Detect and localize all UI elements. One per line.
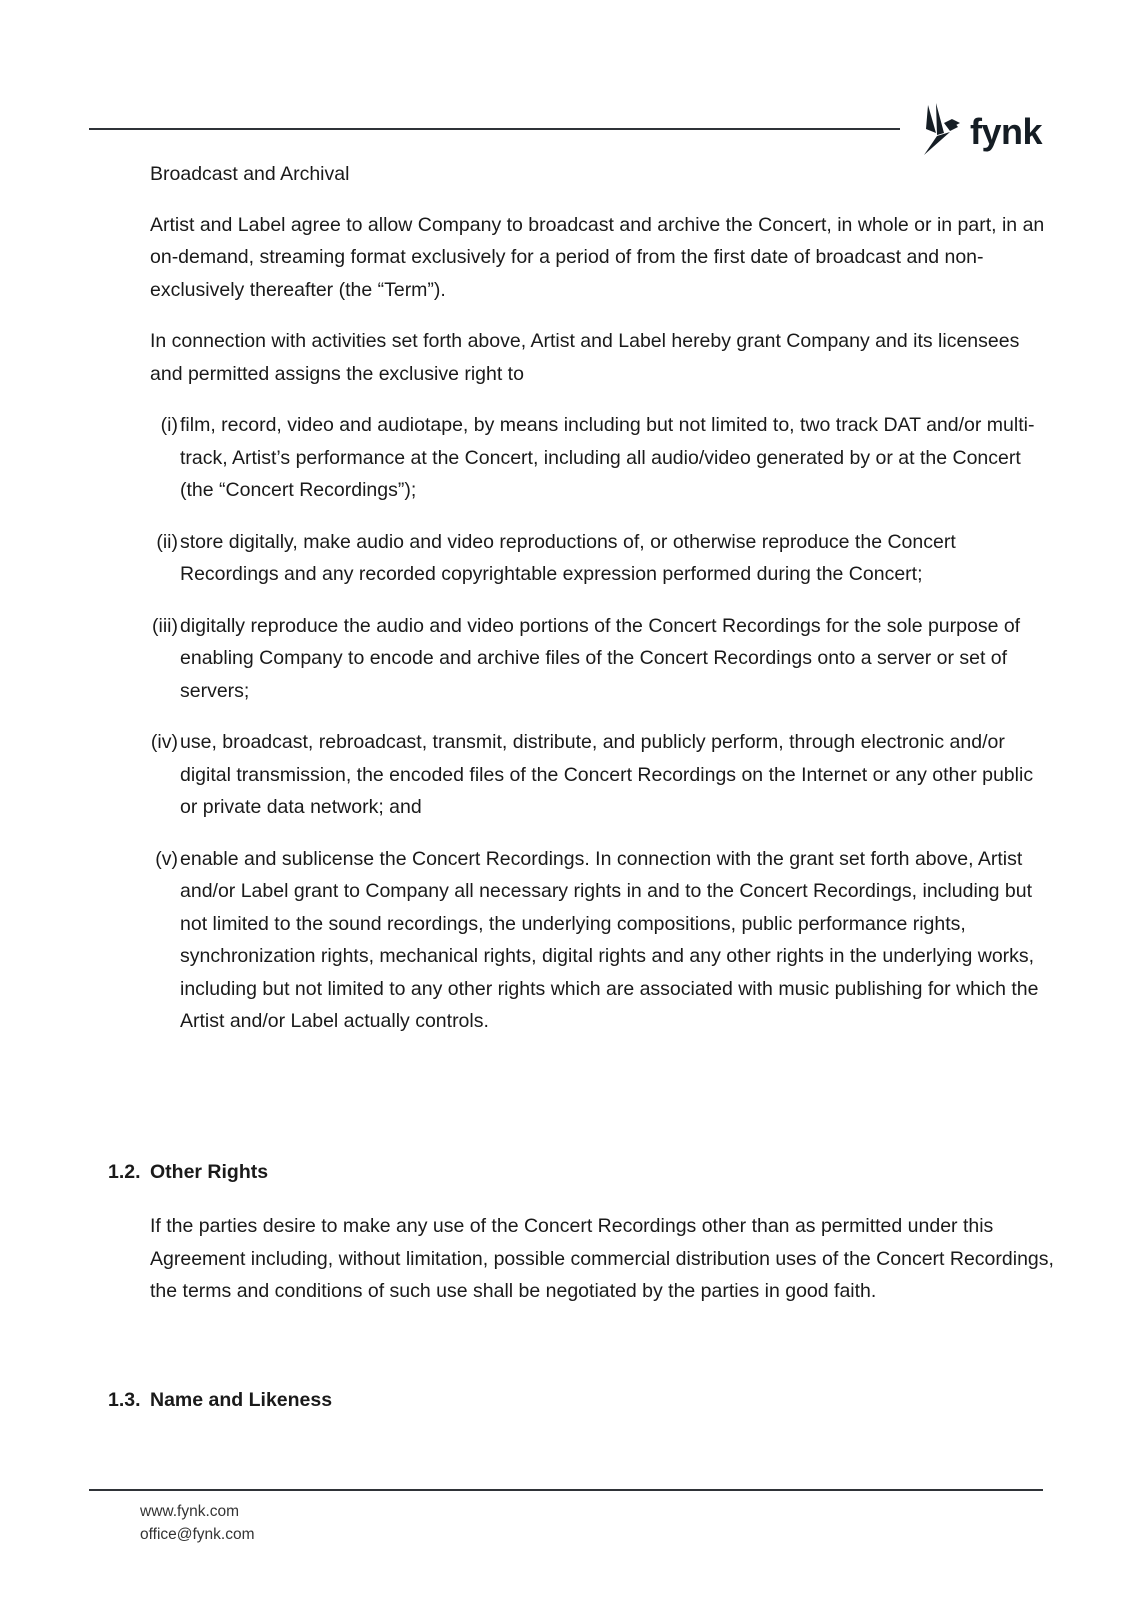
section-number: 1.2.: [108, 1161, 141, 1183]
header-divider: [89, 128, 900, 130]
footer-divider: [89, 1489, 1043, 1491]
list-item-text: film, record, video and audiotape, by means including but not limited to, two track DAT and/or multi-track, Artist’s performance at the Concert, including all audio/video generated by or at the Concert (the “Concert Recordings”);: [180, 414, 1035, 501]
footer-email: office@fynk.com: [140, 1526, 255, 1543]
paragraph: Artist and Label agree to allow Company to broadcast and archive the Concert, in whole or in part, in an on-demand, streaming format exclusively for a period of from the first date of broadcast and non-exclusively thereafter (the “Term”).: [150, 213, 1045, 301]
footer: [140, 1500, 255, 1546]
section-heading: [108, 1156, 1058, 1188]
brand-name: fynk: [970, 111, 1043, 152]
list-item-text: digitally reproduce the audio and video portions of the Concert Recordings for the sole purpose of enabling Company to encode and archive files of the Concert Recordings onto a server or set of servers;: [180, 614, 1021, 702]
list-item: [150, 726, 1050, 824]
list-marker: (i): [160, 414, 178, 436]
list-marker: (ii): [156, 530, 178, 553]
section-name-likeness: [108, 1384, 1058, 1416]
paragraph: In connection with activities set forth above, Artist and Label hereby grant Company and its licensees and permitted assigns the exclusive right to: [150, 330, 1020, 385]
subheading-broadcast-archival: Broadcast and Archival: [150, 163, 350, 185]
document-body: [150, 158, 1050, 1057]
list-item: [150, 843, 1050, 1038]
list-item: [150, 409, 1050, 507]
list-marker: (iii): [152, 614, 178, 637]
rights-list: [150, 409, 1050, 1038]
section-other-rights: [108, 1156, 1058, 1327]
section-title: Name and Likeness: [150, 1389, 333, 1411]
brand-logo: [922, 104, 1042, 160]
footer-website: www.fynk.com: [140, 1503, 240, 1520]
section-body: If the parties desire to make any use of the Concert Recordings other than as permitted under this Agreement including, without limitation, possible commercial distribution uses of the Concert Recordings, the terms and conditions of such use shall be negotiated by the parties in good faith.: [150, 1215, 1054, 1302]
section-number: 1.3.: [108, 1389, 141, 1411]
list-item: [150, 526, 1050, 591]
list-item-text: enable and sublicense the Concert Recordings. In connection with the grant set forth above, Artist and/or Label grant to Company all necessary rights in and to the Concert Recordings, including but not limited to the sound recordings, the underlying compositions, public performance rights, synchronization rights, mechanical rights, digital rights and any other rights in the underlying works, including but not limited to any other rights which are associated with music publishing for which the Artist and/or Label actually controls.: [180, 847, 1039, 1032]
section-heading: [108, 1384, 1058, 1416]
list-item-text: store digitally, make audio and video reproductions of, or otherwise reproduce the Concert Recordings and any recorded copyrightable expression performed during the Concert;: [180, 530, 956, 585]
list-marker: (iv): [150, 731, 178, 753]
list-item: [150, 610, 1050, 708]
origami-bird-icon: [922, 103, 968, 162]
list-marker: (v): [155, 847, 178, 870]
list-item-text: use, broadcast, rebroadcast, transmit, distribute, and publicly perform, through electronic and/or digital transmission, the encoded files of the Concert Recordings on the Internet or any other public or private data network; and: [180, 731, 1034, 818]
section-title: Other Rights: [150, 1161, 269, 1183]
